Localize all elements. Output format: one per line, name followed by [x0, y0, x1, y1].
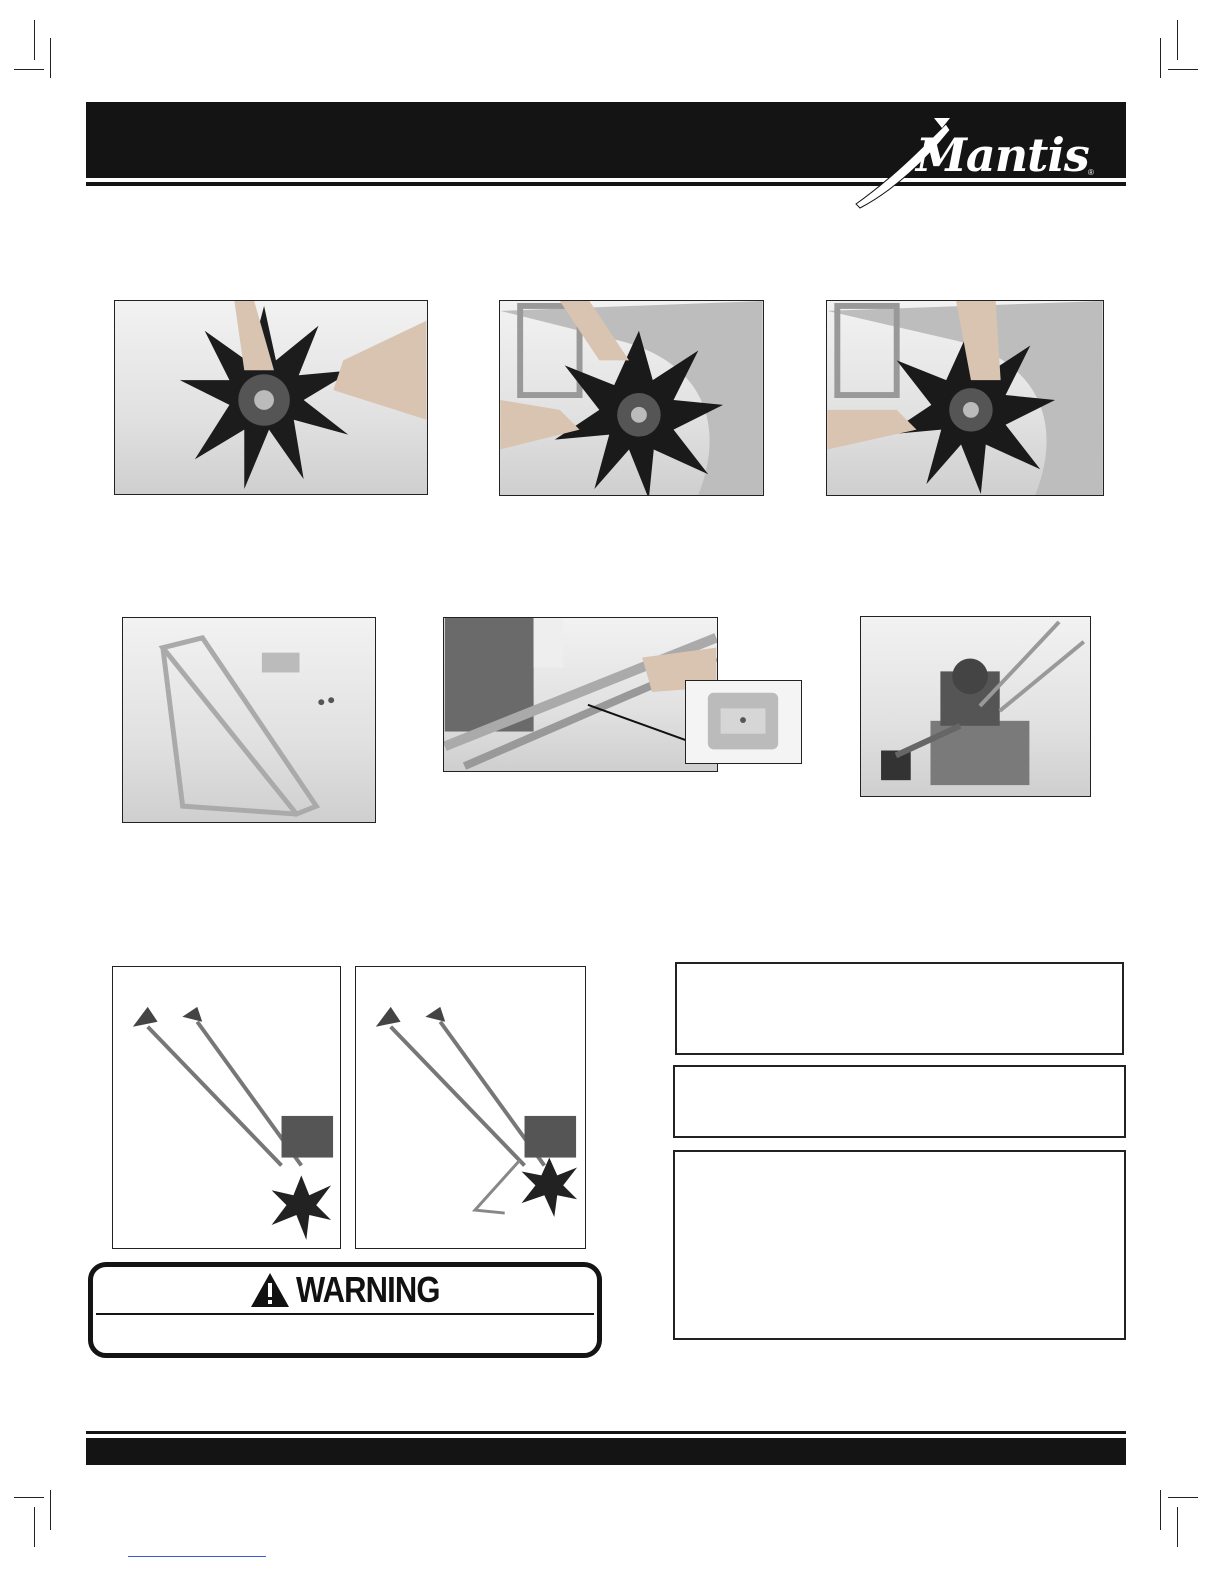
- warning-divider: [96, 1313, 594, 1315]
- tine-clip-illustration: [827, 301, 1103, 495]
- note-box-2: [673, 1065, 1126, 1138]
- warning-label: WARNING: [296, 1269, 440, 1310]
- footer-rule: [86, 1431, 1126, 1434]
- crop-mark: [14, 69, 44, 70]
- crop-mark: [1160, 1490, 1161, 1530]
- crop-mark: [34, 1507, 35, 1547]
- registered-mark: ®: [1088, 168, 1094, 177]
- crop-mark: [14, 1497, 44, 1498]
- note-box-3: [673, 1150, 1126, 1340]
- crop-mark: [1177, 1507, 1178, 1547]
- illustration-tiller-kickstand: [355, 966, 586, 1249]
- photo-tiller-on-block: [860, 616, 1091, 797]
- photo-kickstand-install: [443, 617, 718, 772]
- tiller-on-block-illustration: [861, 617, 1090, 796]
- photo-tine-clip: [826, 300, 1104, 496]
- tine-mounting-illustration: [500, 301, 763, 495]
- photo-kickstand-parts: [122, 617, 376, 823]
- photo-tine-closeup: [114, 300, 428, 495]
- photo-kickstand-bracket-inset: [685, 680, 802, 764]
- kickstand-parts-illustration: [123, 618, 375, 822]
- tiller-upright-drawing: [113, 967, 340, 1248]
- footer-link-underline: [128, 1556, 266, 1557]
- tine-illustration: [115, 301, 427, 494]
- brand-logo: [850, 110, 1112, 210]
- warning-triangle-icon: [250, 1272, 290, 1308]
- footer-bar: [86, 1438, 1126, 1465]
- crop-mark: [50, 1490, 51, 1530]
- brand-name: Mantis: [916, 128, 1089, 182]
- bracket-illustration: [686, 681, 801, 763]
- kickstand-install-illustration: [444, 618, 717, 771]
- crop-mark: [1160, 38, 1161, 78]
- crop-mark: [1168, 1497, 1198, 1498]
- crop-mark: [1168, 69, 1198, 70]
- tiller-kickstand-drawing: [356, 967, 585, 1248]
- photo-tine-mounting: [499, 300, 764, 496]
- warning-title: [250, 1270, 463, 1310]
- crop-mark: [1177, 20, 1178, 60]
- crop-mark: [50, 38, 51, 78]
- illustration-tiller-upright: [112, 966, 341, 1249]
- crop-mark: [34, 20, 35, 60]
- note-box-1: [675, 962, 1124, 1055]
